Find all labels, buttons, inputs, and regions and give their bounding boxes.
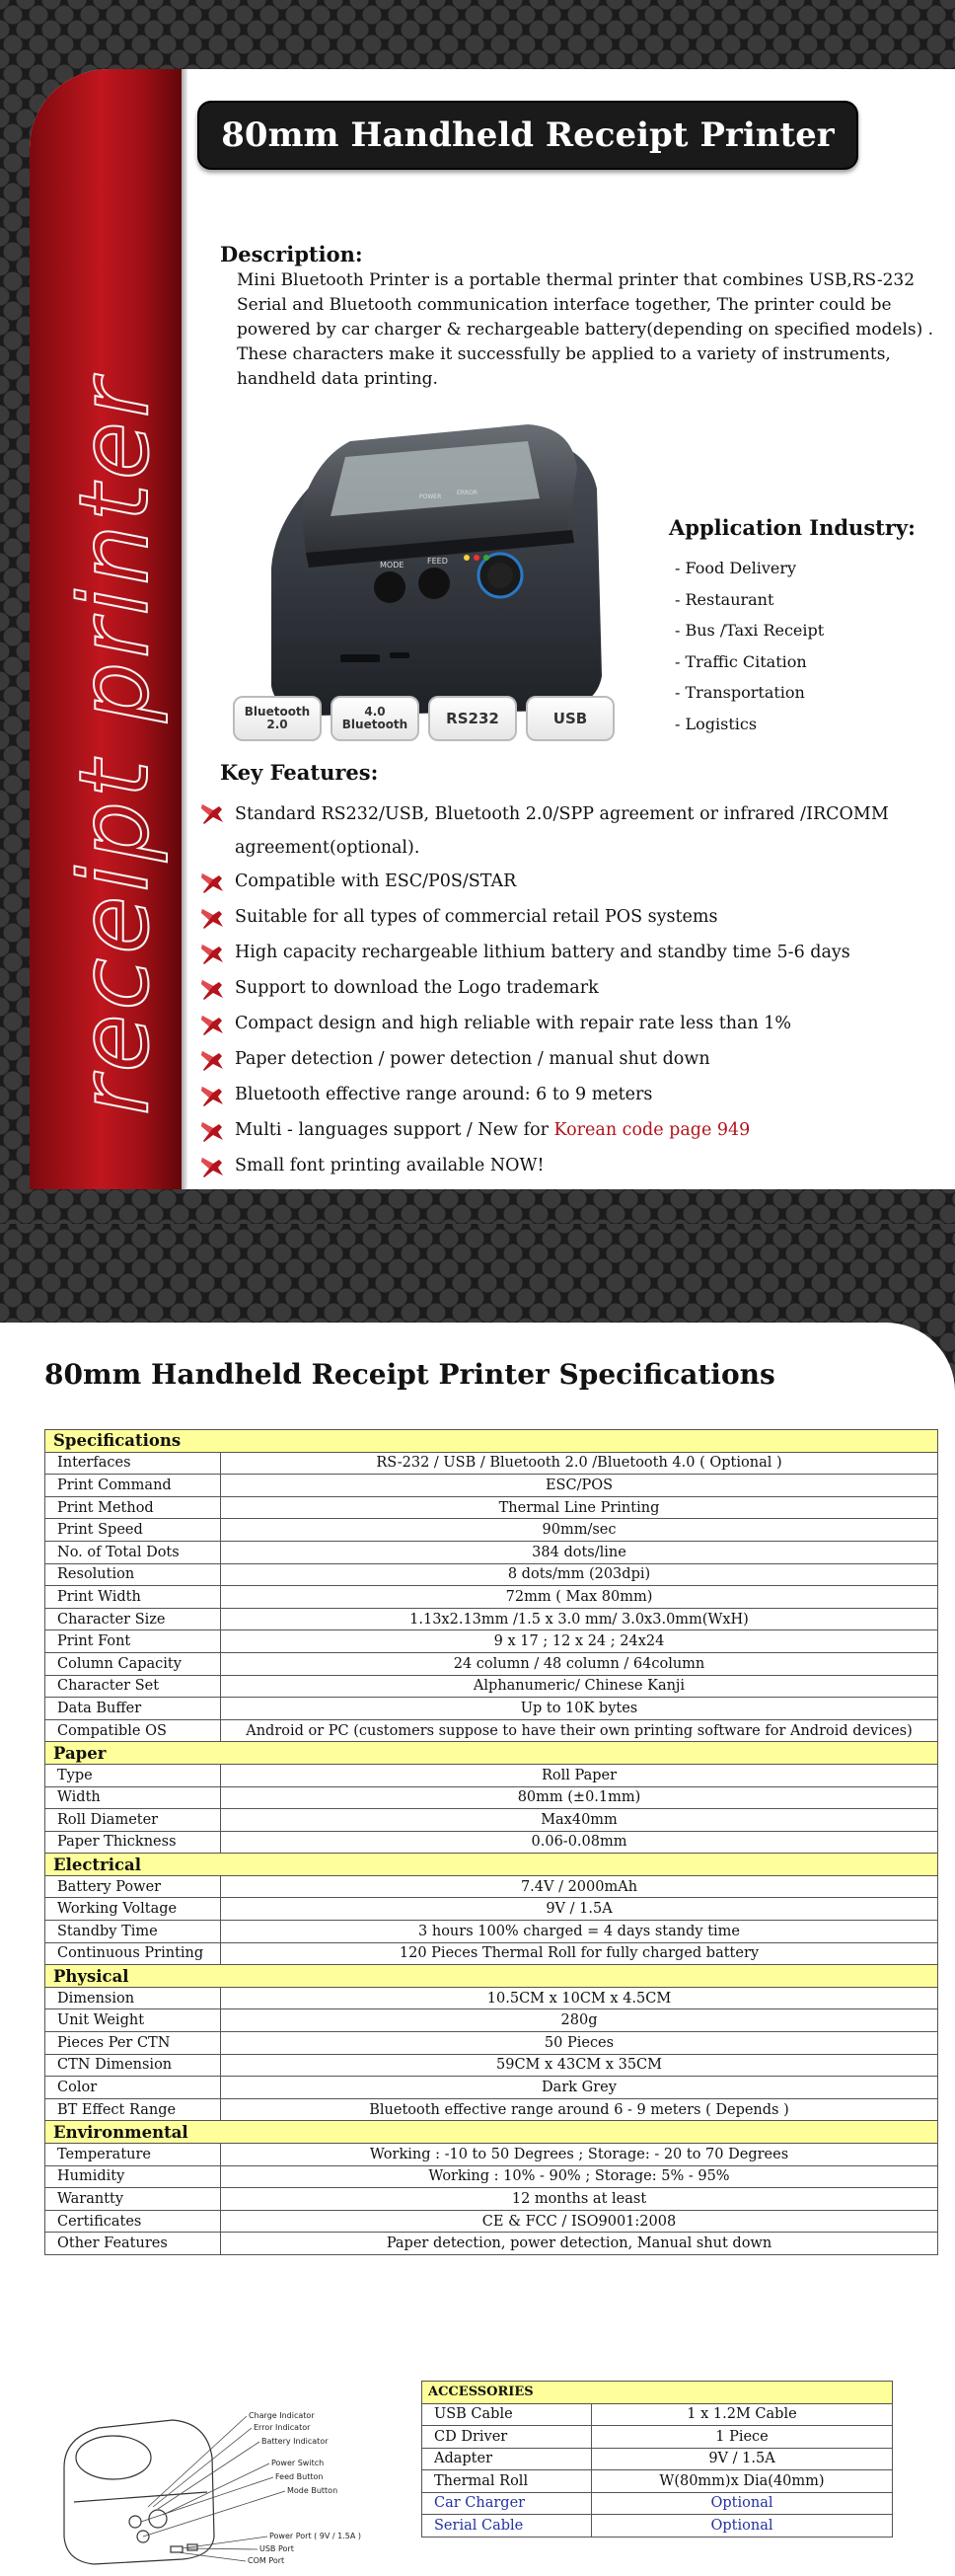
- feature-text: High capacity rechargeable lithium battery and standby time 5-6 days: [235, 943, 850, 962]
- spec-key: Print Method: [45, 1496, 221, 1519]
- spec-section-title: Paper: [45, 1742, 938, 1765]
- pushpin-icon: [199, 1085, 225, 1108]
- application-item: - Restaurant: [675, 589, 774, 609]
- spec-row: [45, 1764, 938, 1786]
- spec-value: 9 x 17 ; 12 x 24 ; 24x24: [221, 1630, 938, 1653]
- spec-value: 7.4V / 2000mAh: [221, 1875, 938, 1898]
- spec-row: [45, 1698, 938, 1720]
- accessory-row: [422, 2515, 893, 2538]
- diagram-label: Error Indicator: [254, 2423, 311, 2432]
- spec-key: Other Features: [45, 2233, 221, 2255]
- spec-value: Thermal Line Printing: [221, 1496, 938, 1519]
- application-heading: Application Industry:: [669, 515, 916, 540]
- spec-key: Character Size: [45, 1608, 221, 1630]
- spec-key: Warantty: [45, 2188, 221, 2211]
- spec-row: [45, 1608, 938, 1630]
- red-side-band: [30, 69, 187, 1189]
- specs-card: [0, 1323, 955, 2565]
- feature-item: [199, 1080, 949, 1115]
- spec-value: CE & FCC / ISO9001:2008: [221, 2210, 938, 2233]
- spec-key: Temperature: [45, 2144, 221, 2166]
- printer-power-label: POWER: [419, 493, 442, 500]
- specifications-section: [0, 1224, 955, 2565]
- printer-photo: [232, 400, 651, 735]
- spec-value: Android or PC (customers suppose to have their own printing software for Android devices): [221, 1719, 938, 1742]
- spec-row: [45, 1942, 938, 1965]
- usb-badge: [526, 696, 615, 741]
- diagram-label: COM Port: [248, 2556, 285, 2565]
- spec-row: [45, 2165, 938, 2188]
- bluetooth-2-badge-label: Bluetooth 2.0: [244, 705, 311, 731]
- spec-key: Paper Thickness: [45, 1831, 221, 1854]
- spec-value: 1.13x2.13mm /1.5 x 3.0 mm/ 3.0x3.0mm(WxH): [221, 1608, 938, 1630]
- accessory-name: Adapter: [422, 2448, 592, 2470]
- accessory-row: [422, 2403, 893, 2426]
- accessory-value: 9V / 1.5A: [592, 2448, 893, 2470]
- printer-port-diagram: [44, 2398, 419, 2576]
- accessory-name: CD Driver: [422, 2426, 592, 2449]
- description-text: Mini Bluetooth Printer is a portable thermal printer that combines USB,RS-232 Serial and Bluetooth communication interface together, The printer could be powered by car charger & rechargeable battery(depending on specified models) . These characters make it successfully be applied to a variety of instruments, handheld data printing.: [237, 270, 934, 389]
- spec-value: 10.5CM x 10CM x 4.5CM: [221, 1987, 938, 2009]
- spec-row: [45, 1921, 938, 1943]
- spec-key: Resolution: [45, 1563, 221, 1586]
- page-title: 80mm Handheld Receipt Printer: [197, 101, 858, 170]
- spec-section-title: Specifications: [45, 1430, 938, 1453]
- spec-row: [45, 1831, 938, 1854]
- spec-key: Dimension: [45, 1987, 221, 2009]
- pushpin-icon: [199, 1156, 225, 1179]
- accessory-row: [422, 2448, 893, 2470]
- application-item: - Logistics: [675, 714, 758, 733]
- spec-key: Print Font: [45, 1630, 221, 1653]
- spec-key: Standby Time: [45, 1921, 221, 1943]
- spec-key: Certificates: [45, 2210, 221, 2233]
- spec-value: Alphanumeric/ Chinese Kanji: [221, 1675, 938, 1698]
- accessory-value: Optional: [592, 2492, 893, 2515]
- spec-key: Working Voltage: [45, 1898, 221, 1921]
- application-item: - Food Delivery: [675, 559, 797, 577]
- application-item: - Transportation: [675, 683, 805, 702]
- spec-value: Bluetooth effective range around 6 - 9 meters ( Depends ): [221, 2098, 938, 2121]
- spec-section-header: [45, 1854, 938, 1876]
- spec-key: Color: [45, 2077, 221, 2099]
- spec-key: Compatible OS: [45, 1719, 221, 1742]
- spec-value: Working : -10 to 50 Degrees ; Storage: - 20 to 70 Degrees: [221, 2144, 938, 2166]
- feature-item: [199, 1151, 949, 1186]
- spec-section-header: [45, 1965, 938, 1988]
- spec-row: [45, 1496, 938, 1519]
- spec-row: [45, 2210, 938, 2233]
- spec-row: [45, 1719, 938, 1742]
- accessory-name: Car Charger: [422, 2492, 592, 2515]
- bluetooth-2-badge: [233, 696, 322, 741]
- feature-text: Standard RS232/USB, Bluetooth 2.0/SPP agreement or infrared /IRCOMM agreement(optional).: [235, 804, 889, 858]
- spec-value: Roll Paper: [221, 1764, 938, 1786]
- spec-row: [45, 2144, 938, 2166]
- diagram-label: Charge Indicator: [249, 2411, 315, 2420]
- feature-text: Paper detection / power detection / manual shut down: [235, 1049, 710, 1069]
- feature-text: Support to download the Logo trademark: [235, 978, 599, 998]
- spec-row: [45, 1675, 938, 1698]
- accessory-row: [422, 2492, 893, 2515]
- pushpin-icon: [199, 802, 225, 826]
- description-heading: Description:: [220, 242, 363, 266]
- spec-value: Max40mm: [221, 1809, 938, 1832]
- spec-row: [45, 1475, 938, 1497]
- rs232-badge-label: RS232: [446, 709, 499, 727]
- feature-text: Compatible with ESC/P0S/STAR: [235, 871, 517, 891]
- accessory-value: W(80mm)x Dia(40mm): [592, 2470, 893, 2493]
- spec-key: Width: [45, 1786, 221, 1809]
- spec-value: 8 dots/mm (203dpi): [221, 1563, 938, 1586]
- feature-item: [199, 938, 949, 973]
- spec-key: Unit Weight: [45, 2009, 221, 2032]
- feature-item: [199, 797, 949, 867]
- pushpin-icon: [199, 1049, 225, 1073]
- diagram-label: Power Port ( 9V / 1.5A ): [269, 2532, 361, 2540]
- spec-value: 384 dots/line: [221, 1541, 938, 1563]
- spec-section-header: [45, 1430, 938, 1453]
- spec-value: 59CM x 43CM x 35CM: [221, 2054, 938, 2077]
- spec-section-title: Electrical: [45, 1854, 938, 1876]
- spec-key: Data Buffer: [45, 1698, 221, 1720]
- bluetooth-4-badge: [331, 696, 419, 741]
- spec-row: [45, 2098, 938, 2121]
- spec-value: 72mm ( Max 80mm): [221, 1586, 938, 1609]
- spec-row: [45, 1541, 938, 1563]
- spec-value: 0.06-0.08mm: [221, 1831, 938, 1854]
- spec-key: Battery Power: [45, 1875, 221, 1898]
- accessory-name: Thermal Roll: [422, 2470, 592, 2493]
- spec-row: [45, 2054, 938, 2077]
- pushpin-icon: [199, 1120, 225, 1144]
- accessory-value: 1 x 1.2M Cable: [592, 2403, 893, 2426]
- spec-row: [45, 1809, 938, 1832]
- spec-row: [45, 2188, 938, 2211]
- usb-badge-label: USB: [552, 709, 588, 727]
- spec-value: Dark Grey: [221, 2077, 938, 2099]
- diagram-label: Mode Button: [287, 2486, 338, 2495]
- pushpin-icon: [199, 1014, 225, 1037]
- application-item: - Traffic Citation: [675, 651, 807, 671]
- accessory-name: Serial Cable: [422, 2515, 592, 2538]
- feature-highlight: Korean code page 949: [553, 1120, 751, 1140]
- feature-list: [199, 797, 949, 1186]
- spec-section-header: [45, 2121, 938, 2144]
- spec-key: Character Set: [45, 1675, 221, 1698]
- spec-value: RS-232 / USB / Bluetooth 2.0 /Bluetooth 4.0 ( Optional ): [221, 1452, 938, 1475]
- printer-feed-label: FEED: [427, 557, 448, 566]
- spec-row: [45, 2009, 938, 2032]
- spec-key: Roll Diameter: [45, 1809, 221, 1832]
- spec-value: 50 Pieces: [221, 2032, 938, 2055]
- feature-text: Multi - languages support / New for: [235, 1120, 554, 1140]
- accessory-name: USB Cable: [422, 2403, 592, 2426]
- printer-error-label: ERROR: [457, 490, 478, 496]
- spec-key: Interfaces: [45, 1452, 221, 1475]
- pushpin-icon: [199, 943, 225, 966]
- feature-item: [199, 902, 949, 938]
- pushpin-icon: [199, 871, 225, 895]
- spec-key: Type: [45, 1764, 221, 1786]
- pushpin-icon: [199, 978, 225, 1002]
- spec-row: [45, 1452, 938, 1475]
- spec-value: ESC/POS: [221, 1475, 938, 1497]
- feature-text: Small font printing available NOW!: [235, 1156, 545, 1175]
- rs232-badge: [428, 696, 517, 741]
- printer-mode-label: MODE: [380, 561, 404, 569]
- accessory-row: [422, 2470, 893, 2493]
- spec-row: [45, 1898, 938, 1921]
- feature-item: [199, 973, 949, 1009]
- spec-row: [45, 1630, 938, 1653]
- spec-value: 90mm/sec: [221, 1519, 938, 1542]
- accessory-row: [422, 2426, 893, 2449]
- spec-key: Pieces Per CTN: [45, 2032, 221, 2055]
- spec-row: [45, 1652, 938, 1675]
- spec-row: [45, 1987, 938, 2009]
- feature-item: [199, 1115, 949, 1151]
- spec-value: 3 hours 100% charged = 4 days standy time: [221, 1921, 938, 1943]
- spec-section-title: Environmental: [45, 2121, 938, 2144]
- feature-item: [199, 1044, 949, 1080]
- spec-row: [45, 1519, 938, 1542]
- pushpin-icon: [199, 907, 225, 931]
- spec-value: 24 column / 48 column / 64column: [221, 1652, 938, 1675]
- spec-value: 280g: [221, 2009, 938, 2032]
- spec-value: Up to 10K bytes: [221, 1698, 938, 1720]
- diagram-label: Power Switch: [271, 2459, 325, 2467]
- spec-table: [44, 1429, 938, 2255]
- spec-key: Print Command: [45, 1475, 221, 1497]
- spec-section-title: Physical: [45, 1965, 938, 1988]
- feature-text: Suitable for all types of commercial retail POS systems: [235, 907, 718, 927]
- spec-key: Print Width: [45, 1586, 221, 1609]
- spec-key: Humidity: [45, 2165, 221, 2188]
- accessory-value: 1 Piece: [592, 2426, 893, 2449]
- spec-key: CTN Dimension: [45, 2054, 221, 2077]
- application-item: - Bus /Taxi Receipt: [675, 621, 825, 640]
- hero-card: [30, 69, 955, 1189]
- feature-item: [199, 1009, 949, 1044]
- bluetooth-4-badge-label: 4.0 Bluetooth: [341, 705, 408, 731]
- spec-row: [45, 1563, 938, 1586]
- feature-text: Compact design and high reliable with repair rate less than 1%: [235, 1014, 792, 1033]
- diagram-label: Battery Indicator: [261, 2437, 329, 2446]
- spec-value: Working : 10% - 90% ; Storage: 5% - 95%: [221, 2165, 938, 2188]
- feature-text: Bluetooth effective range around: 6 to 9 meters: [235, 1085, 653, 1104]
- accessories-table: [421, 2381, 893, 2538]
- spec-key: No. of Total Dots: [45, 1541, 221, 1563]
- spec-key: Column Capacity: [45, 1652, 221, 1675]
- spec-value: 120 Pieces Thermal Roll for fully charged battery: [221, 1942, 938, 1965]
- spec-row: [45, 1786, 938, 1809]
- application-list: [675, 559, 824, 745]
- spec-value: 12 months at least: [221, 2188, 938, 2211]
- specs-title: 80mm Handheld Receipt Printer Specifications: [44, 1358, 775, 1391]
- spec-value: 80mm (±0.1mm): [221, 1786, 938, 1809]
- spec-row: [45, 1875, 938, 1898]
- spec-row: [45, 2032, 938, 2055]
- spec-key: Print Speed: [45, 1519, 221, 1542]
- feature-item: [199, 867, 949, 902]
- diagram-label: USB Port: [259, 2544, 294, 2553]
- spec-row: [45, 2233, 938, 2255]
- spec-key: BT Effect Range: [45, 2098, 221, 2121]
- diagram-label: Feed Button: [275, 2472, 324, 2481]
- accessories-header: [422, 2382, 893, 2404]
- spec-value: 9V / 1.5A: [221, 1898, 938, 1921]
- accessory-value: Optional: [592, 2515, 893, 2538]
- accessories-title: ACCESSORIES: [422, 2382, 893, 2404]
- spec-row: [45, 1586, 938, 1609]
- spec-value: Paper detection, power detection, Manual shut down: [221, 2233, 938, 2255]
- vertical-title: receipt printer: [59, 374, 170, 1115]
- spec-row: [45, 2077, 938, 2099]
- spec-key: Continuous Printing: [45, 1942, 221, 1965]
- features-heading: Key Features:: [220, 760, 379, 785]
- spec-section-header: [45, 1742, 938, 1765]
